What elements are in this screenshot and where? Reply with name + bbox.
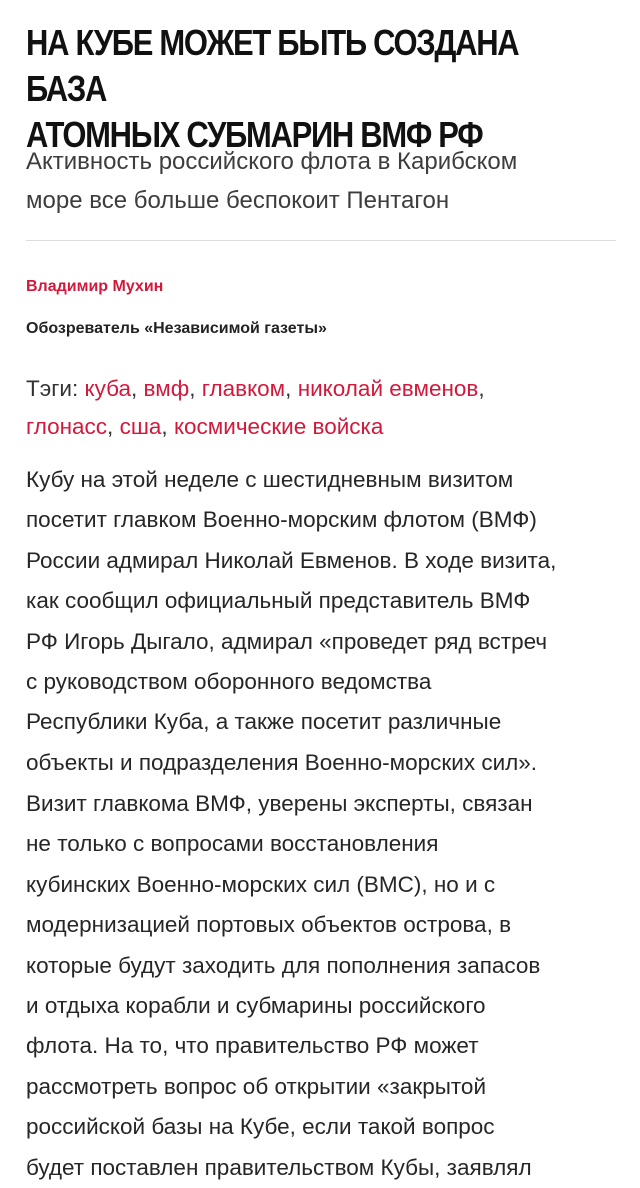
tags-list xyxy=(26,370,626,446)
tag-link[interactable]: космические войска xyxy=(173,414,384,439)
tag-separator: , xyxy=(107,414,114,439)
paragraph-line: не только с вопросами восстановления xyxy=(26,831,439,857)
paragraph-line: модернизацией портовых объектов острова, в xyxy=(26,912,512,938)
tag-link[interactable]: сша xyxy=(119,414,162,439)
tag-link[interactable]: глонасс xyxy=(26,414,108,439)
tag-separator: , xyxy=(189,376,196,401)
tag-separator: , xyxy=(478,376,485,401)
paragraph-line: и отдыха корабли и субмарины российского xyxy=(26,993,486,1019)
article-subtitle xyxy=(26,142,626,220)
paragraph-line: будет поставлен правительством Кубы, заявлял xyxy=(26,1154,532,1180)
paragraph-line: посетит главком Военно-морским флотом (ВМФ) xyxy=(26,507,537,533)
paragraph-line: Республики Куба, а также посетит различные xyxy=(26,709,502,735)
author-name-link[interactable]: Владимир Мухин xyxy=(26,278,164,295)
article-headline xyxy=(26,20,542,158)
author-role: Обозреватель «Независимой газеты» xyxy=(26,320,327,337)
paragraph-line: рассмотреть вопрос об открытии «закрытой xyxy=(26,1073,487,1099)
paragraph-line: РФ Игорь Дыгало, адмирал «проведет ряд встреч xyxy=(26,628,548,654)
divider xyxy=(26,240,616,241)
paragraph-line: флота. На то, что правительство РФ может xyxy=(26,1033,479,1059)
paragraph-line: России адмирал Николай Евменов. В ходе визита, xyxy=(26,547,557,573)
paragraph-line: Кубу на этой неделе с шестидневным визитом xyxy=(26,467,514,492)
article-paragraph xyxy=(26,460,626,783)
headline-line: АТОМНЫХ СУБМАРИН ВМФ РФ xyxy=(26,114,483,155)
tag-link[interactable]: главком xyxy=(201,376,286,401)
tag-link[interactable]: вмф xyxy=(143,376,190,401)
headline-line: НА КУБЕ МОЖЕТ БЫТЬ СОЗДАНА БАЗА xyxy=(26,22,519,109)
tag-link[interactable]: куба xyxy=(84,376,132,401)
article-paragraph xyxy=(26,784,626,1188)
paragraph-line: с руководством оборонного ведомства xyxy=(26,669,432,695)
subtitle-line: море все больше беспокоит Пентагон xyxy=(26,187,450,214)
tag-link[interactable]: николай евменов xyxy=(297,376,479,401)
tags-label: Тэги: xyxy=(26,376,79,401)
paragraph-line: которые будут заходить для пополнения запасов xyxy=(26,952,541,978)
tag-separator: , xyxy=(131,376,138,401)
paragraph-line: объекты и подразделения Военно-морских сил». xyxy=(26,749,538,775)
paragraph-line: российской базы на Кубе, если такой вопрос xyxy=(26,1114,495,1140)
tag-separator: , xyxy=(161,414,168,439)
paragraph-line: кубинских Военно-морских сил (ВМС), но и с xyxy=(26,871,496,897)
tag-separator: , xyxy=(285,376,292,401)
paragraph-line: Визит главкома ВМФ, уверены эксперты, связан xyxy=(26,791,533,816)
paragraph-line: как сообщил официальный представитель ВМФ xyxy=(26,588,531,614)
subtitle-line: Активность российского флота в Карибском xyxy=(26,148,518,175)
